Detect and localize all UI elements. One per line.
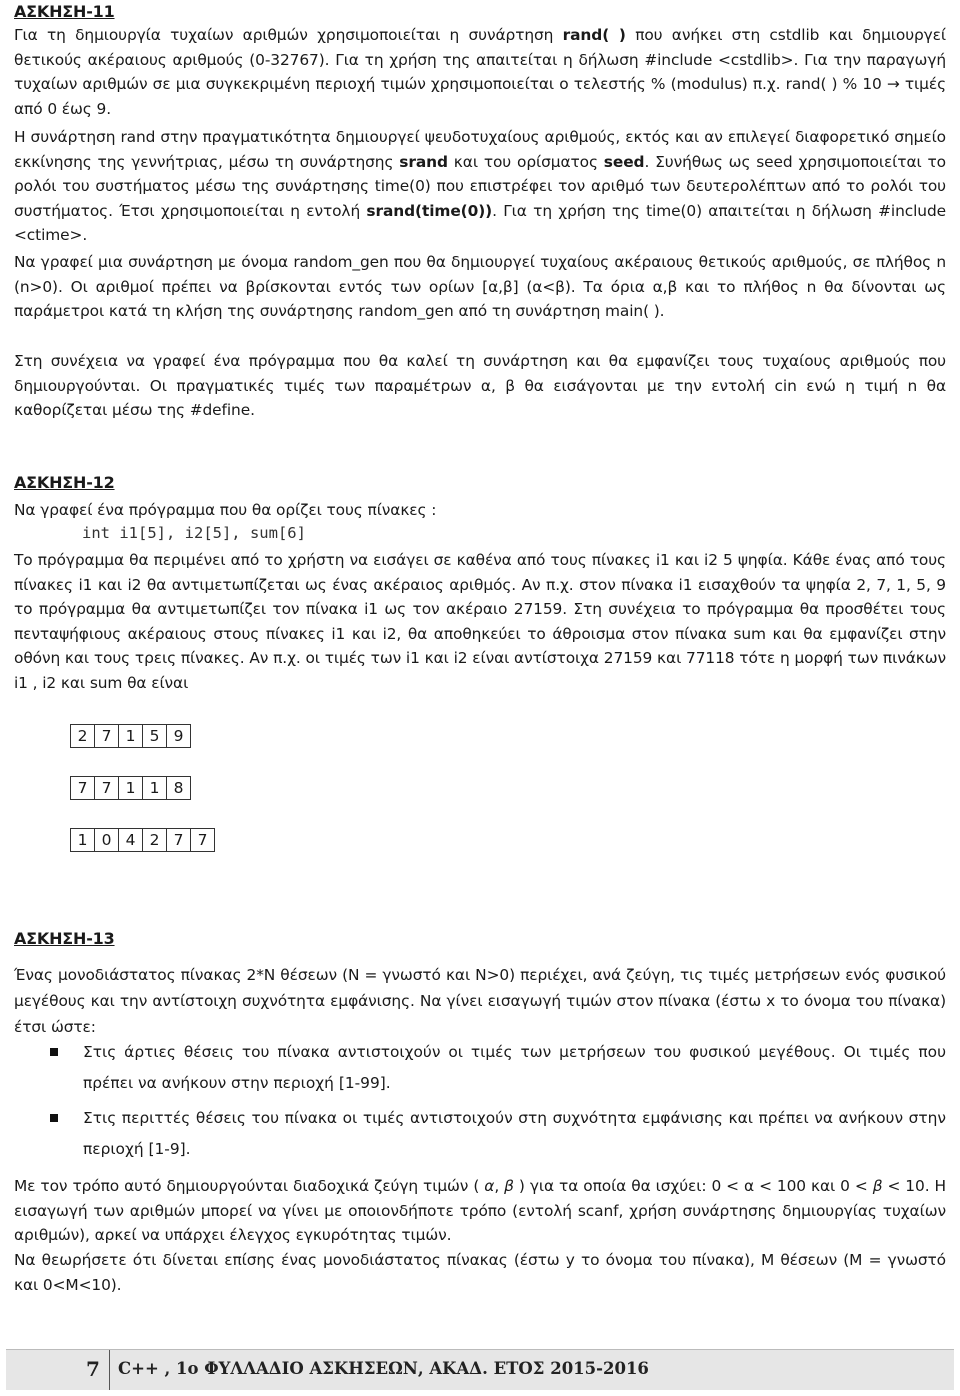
exercise-11-heading: ΑΣΚΗΣΗ-11 — [14, 2, 115, 21]
array-cell: 7 — [191, 829, 215, 851]
page-number: 7 — [86, 1357, 100, 1381]
square-bullet-icon — [50, 1048, 58, 1056]
array-cell: 8 — [167, 777, 191, 799]
exercise-13-bullet-list — [50, 1037, 946, 1169]
footer-title: C++ , 1ο ΦΥΛΛΑΔΙΟ ΑΣΚΗΣΕΩΝ, ΑΚΑΔ. ΕΤΟΣ 2015-2016 — [118, 1359, 649, 1378]
exercise-12-intro: Να γραφεί ένα πρόγραμμα που θα ορίζει τους πίνακες : — [14, 501, 437, 519]
exercise-11-paragraph-2: Η συνάρτηση rand στην πραγματικότητα δημιουργεί ψευδοτυχαίους αριθμούς, εκτός και αν επιλεγεί διαφορετικό σημείο εκκίνησης της γεννήτριας, μέσω τη συνάρτησης srand και του ορίσματος seed. Συνήθως ως seed χρησιμοποιείται το ρολόι του συστήματος μέσω της συνάρτησης time(0) που επιστρέφει τον αριθμό των δευτερολέπτων από το ρολόι του συστήματος. Έτσι χρησιμοποιείται η εντολή srand(time(0)). Για τη χρήση της time(0) απαιτείται η δήλωση #include <ctime>. — [14, 128, 946, 245]
array-cell: 7 — [95, 725, 119, 747]
array-sum — [70, 828, 215, 852]
array-cell: 7 — [71, 777, 95, 799]
array-cell: 2 — [71, 725, 95, 747]
array-cell: 9 — [167, 725, 191, 747]
array-cell: 4 — [119, 829, 143, 851]
exercise-11-paragraph-4: Στη συνέχεια να γραφεί ένα πρόγραμμα που θα καλεί τη συνάρτηση και θα εμφανίζει τους τυχαίους αριθμούς που δημιουργούνται. Οι πραγματικές τιμές των παραμέτρων α, β θα εισάγονται με την εντολή cin ενώ η τιμή n θα καθορίζεται μέσω της #define. — [14, 352, 946, 420]
array-cell: 5 — [143, 725, 167, 747]
array-cell: 1 — [119, 777, 143, 799]
array-cell: 1 — [143, 777, 167, 799]
exercise-13-heading: ΑΣΚΗΣΗ-13 — [14, 929, 115, 948]
exercise-13-paragraph-2: Με τον τρόπο αυτό δημιουργούνται διαδοχικά ζεύγη τιμών ( α, β ) για τα οποία θα ισχύει: 0 < α < 100 και 0 < β < 10. Η εισαγωγή των αριθμών μπορεί να γίνει με οποιονδήποτε τρόπο (εντολή scanf, χρήση συνάρτησης δημιουργίας τυχαίων αριθμών), αρκεί να υπάρχει έλεγχος εγκυρότητας τιμών. — [14, 1177, 946, 1245]
arrow-icon: → — [886, 75, 900, 94]
exercise-12-body: Το πρόγραμμα θα περιμένει από το χρήστη να εισάγει σε καθένα από τους πίνακες i1 και i2 5 ψηφία. Κάθε ένας από τους πίνακες i1 και i2 θα αντιμετωπίζεται ως ένας ακέραιος αριθμός. Αν π.χ. στον πίνακα i1 εισαχθούν τα ψηφία 2, 7, 1, 5, 9 το πρόγραμμα θα αντιμετωπίζει τον πίνακα i1 ως τον ακέραιο 27159. Στη συνέχεια το πρόγραμμα θα προσθέτει τους πενταψήφιους ακέραιους στους πίνακες i1 και i2, θα αποθηκεύει το άθροισμα στον πίνακα sum και θα εμφανίζει στην οθόνη και τους τρεις πίνακες. Αν π.χ. οι τιμές των i1 και i2 είναι αντίστοιχα 27159 και 77118 τότε η μορφή των πινάκων i1 , i2 και sum θα είναι — [14, 551, 946, 692]
exercise-11-paragraph-3: Να γραφεί μια συνάρτηση με όνομα random_gen που θα δημιουργεί τυχαίους ακέραιους θετικούς αριθμούς, σε πλήθος n (n>0). Οι αριθμοί πρέπει να βρίσκονται εντός των ορίων [α,β] (α<β). Τα όρια α,β και το πλήθος n θα δίνονται ως παράμετροι κατά τη κλήση της συνάρτησης random_gen από τη συνάρτηση main( ). — [14, 253, 946, 321]
square-bullet-icon — [50, 1114, 58, 1122]
list-item: Στις περιττές θέσεις του πίνακα οι τιμές αντιστοιχούν στη συχνότητα εμφάνισης και πρέπει να ανήκουν στην περιοχή [1-9]. — [50, 1103, 946, 1165]
exercise-13-paragraph-3: Να θεωρήσετε ότι δίνεται επίσης ένας μονοδιάστατος πίνακας (έστω y το όνομα του πίνακα), M θέσεων (M = γνωστό και 0<M<10). — [14, 1251, 946, 1294]
array-cell: 1 — [119, 725, 143, 747]
array-cell: 2 — [143, 829, 167, 851]
array-i1 — [70, 724, 191, 748]
exercise-12-heading: ΑΣΚΗΣΗ-12 — [14, 473, 115, 492]
array-i2 — [70, 776, 191, 800]
exercise-11-paragraph-1: Για τη δημιουργία τυχαίων αριθμών χρησιμοποιείται η συνάρτηση rand( ) που ανήκει στη cstdlib και δημιουργεί θετικούς ακέραιους αριθμούς (0-32767). Για τη χρήση της απαιτείται η δήλωση #include <cstdlib>. Για την παραγωγή τυχαίων αριθμών σε μια συγκεκριμένη περιοχή τιμών χρησιμοποιείται ο τελεστής % (modulus) π.χ. rand( ) % 10 → τιμές από 0 έως 9. — [14, 26, 946, 118]
page-footer — [6, 1349, 954, 1390]
footer-divider — [109, 1350, 110, 1390]
exercise-13-intro: Ένας μονοδιάστατος πίνακας 2*N θέσεων (N = γνωστό και N>0) περιέχει, ανά ζεύγη, τις τιμές μετρήσεων ενός φυσικού μεγέθους και την αντίστοιχη συχνότητα εμφάνισης. Να γίνει εισαγωγή τιμών στον πίνακα (έστω x το όνομα του πίνακα) έτσι ώστε: — [14, 966, 946, 1036]
array-cell: 7 — [167, 829, 191, 851]
array-cell: 1 — [71, 829, 95, 851]
code-declaration: int i1[5], i2[5], sum[6] — [82, 524, 306, 542]
array-cell: 7 — [95, 777, 119, 799]
array-cell: 0 — [95, 829, 119, 851]
list-item: Στις άρτιες θέσεις του πίνακα αντιστοιχούν οι τιμές των μετρήσεων του φυσικού μεγέθους. Οι τιμές που πρέπει να ανήκουν στην περιοχή [1-99]. — [50, 1037, 946, 1099]
